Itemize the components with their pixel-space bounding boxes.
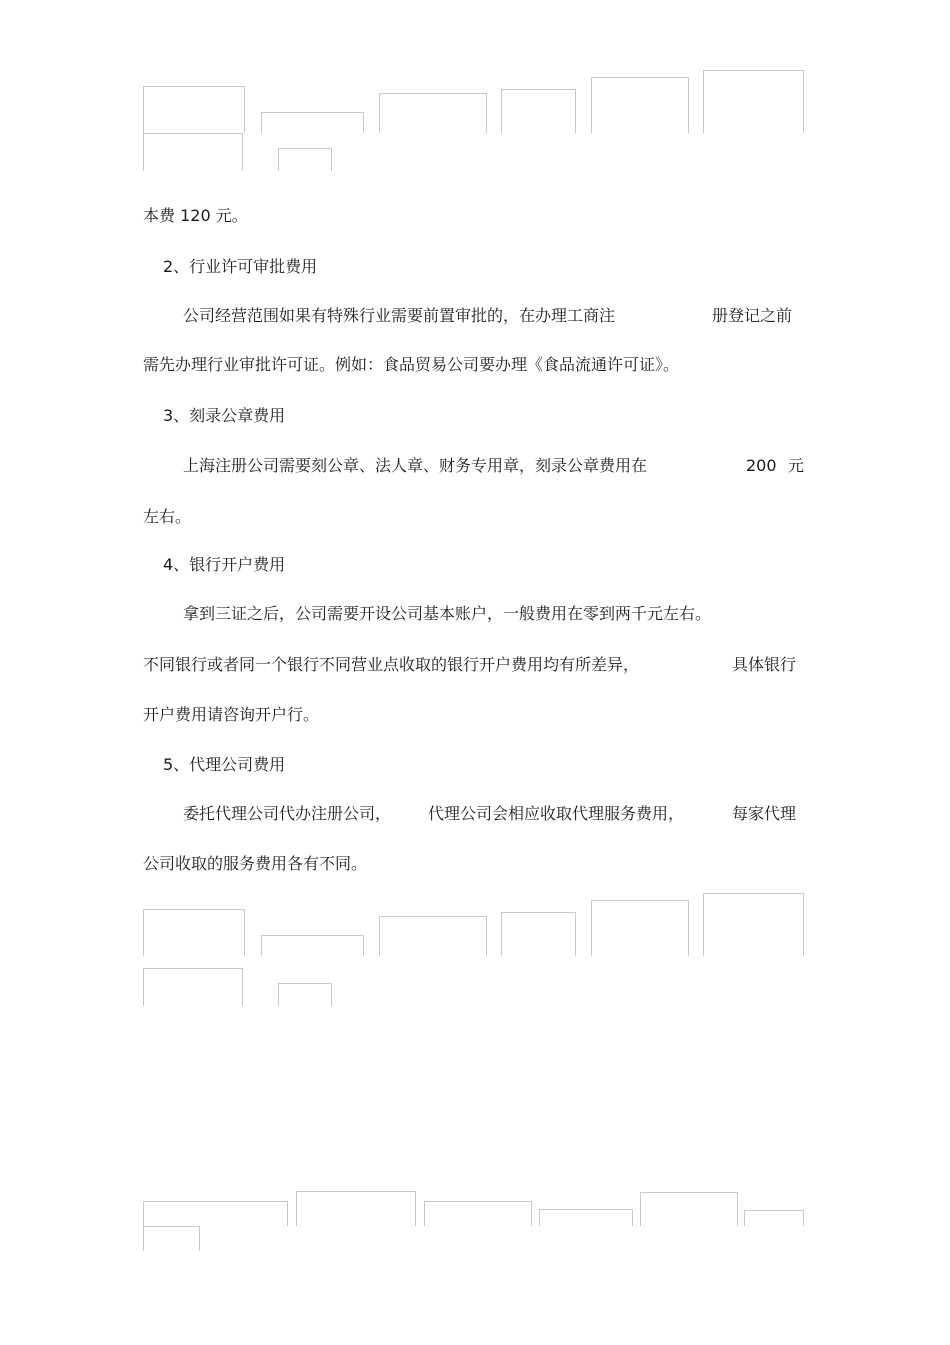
text-line: 左右。 [143, 507, 192, 526]
frame-box [143, 968, 243, 1006]
frame-box [296, 1191, 416, 1226]
frame-box [501, 89, 576, 133]
frame-box [379, 93, 487, 133]
text-line: 需先办理行业审批许可证。例如：食品贸易公司要办理《食品流通许可证》。 [143, 355, 680, 374]
text-line: 不同银行或者同一个银行不同营业点收取的银行开户费用均有所差异， [143, 655, 640, 674]
frame-box [143, 909, 245, 956]
text-line: 开户费用请咨询开户行。 [143, 705, 320, 724]
text-line: 公司经营范围如果有特殊行业需要前置审批的，在办理工商注 [183, 306, 616, 325]
frame-box [143, 133, 243, 171]
frame-box [640, 1192, 738, 1226]
frame-box [703, 70, 804, 133]
text-fragment: 200 [746, 456, 777, 475]
frame-box [143, 86, 245, 133]
text-line: 委托代理公司代办注册公司， [183, 804, 392, 823]
text-line: 拿到三证之后，公司需要开设公司基本账户，一般费用在零到两千元左右。 [183, 604, 712, 623]
text-line: 本费 120 元。 [143, 206, 248, 225]
frame-box [278, 983, 332, 1006]
frame-box [744, 1210, 804, 1226]
frame-box [591, 77, 689, 133]
frame-box [591, 900, 689, 956]
frame-box [143, 1201, 288, 1226]
frame-box [379, 916, 487, 956]
frame-box [261, 112, 364, 133]
section-heading: 5、代理公司费用 [163, 755, 286, 774]
frame-box [261, 935, 364, 956]
frame-box [539, 1209, 633, 1226]
text-fragment: 代理公司会相应收取代理服务费用， [428, 804, 685, 823]
text-line: 公司收取的服务费用各有不同。 [143, 854, 368, 873]
section-heading: 2、行业许可审批费用 [163, 257, 318, 276]
section-heading: 4、银行开户费用 [163, 555, 286, 574]
text-line: 上海注册公司需要刻公章、法人章、财务专用章，刻录公章费用在 [183, 456, 648, 475]
text-fragment: 具体银行 [732, 655, 797, 674]
frame-box [424, 1201, 532, 1226]
text-fragment: 每家代理 [732, 804, 797, 823]
text-fragment: 册登记之前 [712, 306, 793, 325]
frame-box [501, 912, 576, 956]
frame-box [143, 1226, 200, 1251]
frame-box [278, 148, 332, 171]
frame-box [703, 893, 804, 956]
text-fragment: 元 [788, 456, 805, 475]
section-heading: 3、刻录公章费用 [163, 406, 286, 425]
